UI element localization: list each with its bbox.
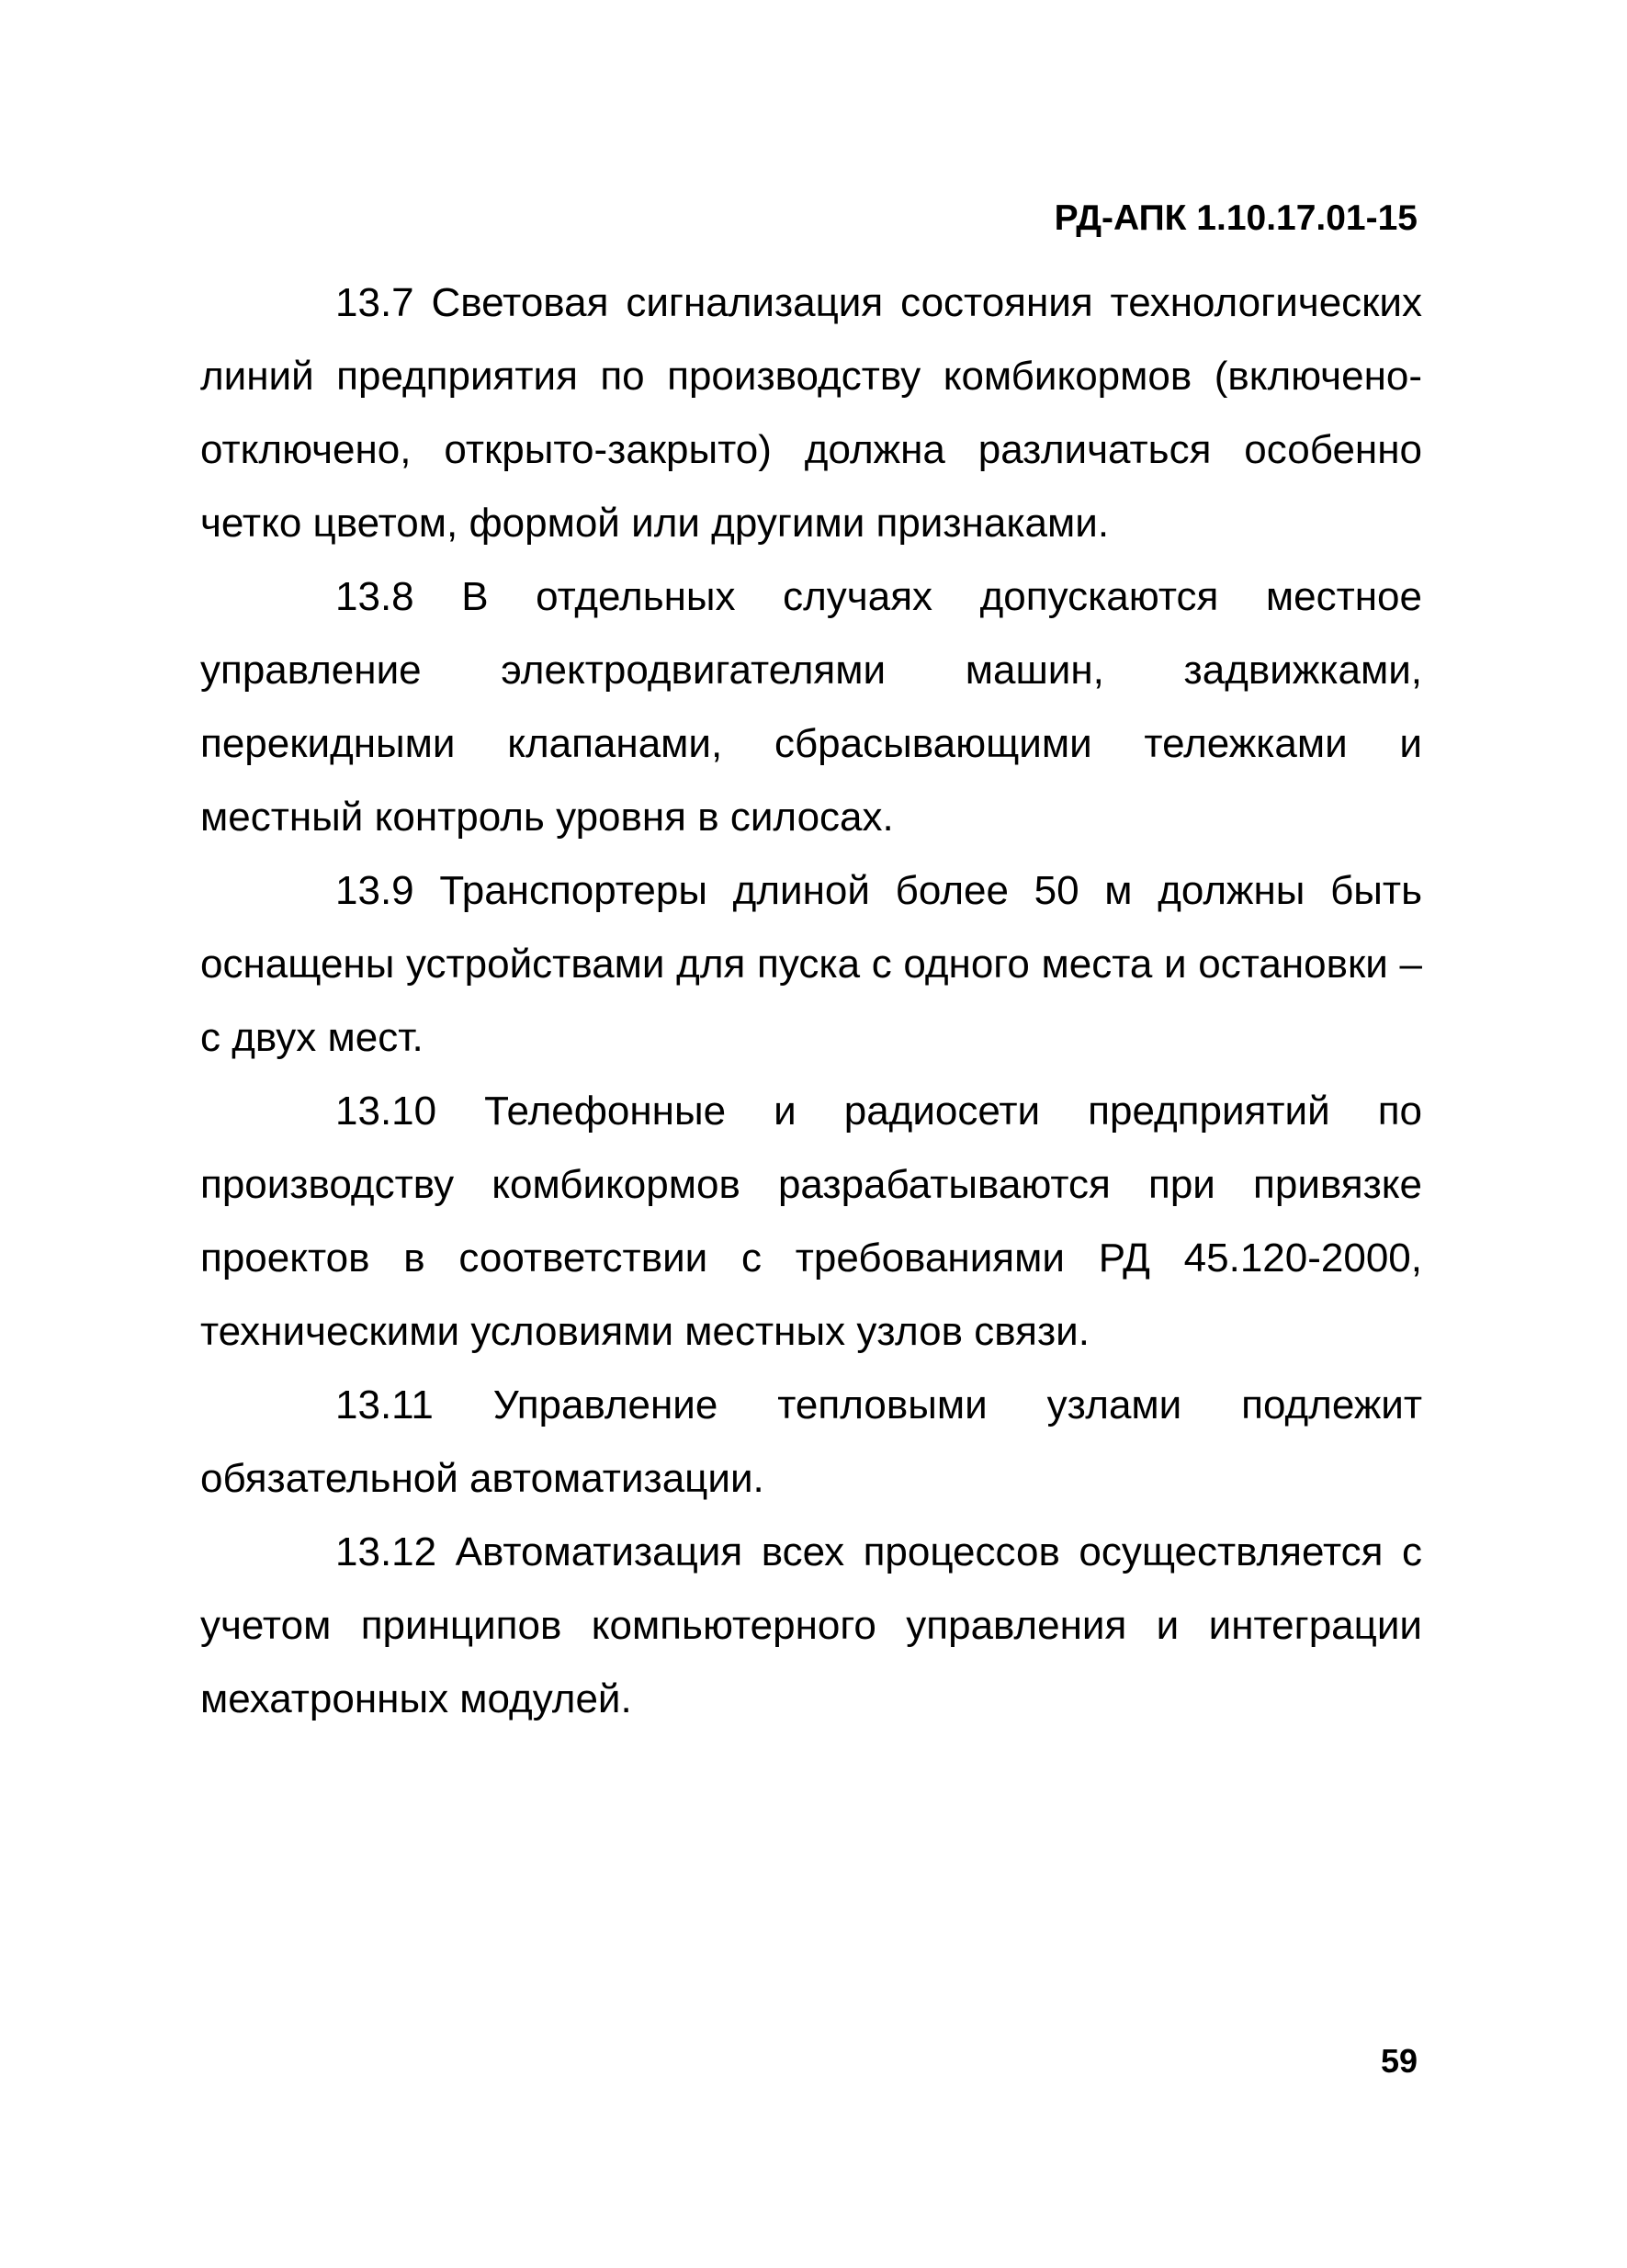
page-number: 59: [1380, 2042, 1418, 2080]
paragraph-13-7: 13.7 Световая сигнализация состояния технологических линий предприятия по производству комбикормов (включено-отключено, открыто-закрыто) должна различаться особенно четко цветом, формой или другими признаками.: [200, 280, 1422, 546]
paragraph-13-9: 13.9 Транспортеры длиной более 50 м должны быть оснащены устройствами для пуска с одного места и остановки – с двух мест.: [200, 868, 1422, 1060]
paragraph-13-11: 13.11 Управление тепловыми узлами подлежит обязательной автоматизации.: [200, 1382, 1422, 1501]
document-code: РД-АПК 1.10.17.01-15: [1054, 198, 1418, 238]
paragraph-13-12: 13.12 Автоматизация всех процессов осуществляется с учетом принципов компьютерного управления и интеграции мехатронных модулей.: [200, 1529, 1422, 1721]
paragraph-13-10: 13.10 Телефонные и радиосети предприятий по производству комбикормов разрабатываются при привязке проектов в соответствии с требованиями РД 45.120-2000, техническими условиями местных узлов связи.: [200, 1089, 1422, 1354]
paragraph-13-8: 13.8 В отдельных случаях допускаются местное управление электродвигателями машин, задвижками, перекидными клапанами, сбрасывающими тележками и местный контроль уровня в силосах.: [200, 574, 1422, 840]
page-body: [200, 266, 1422, 1736]
